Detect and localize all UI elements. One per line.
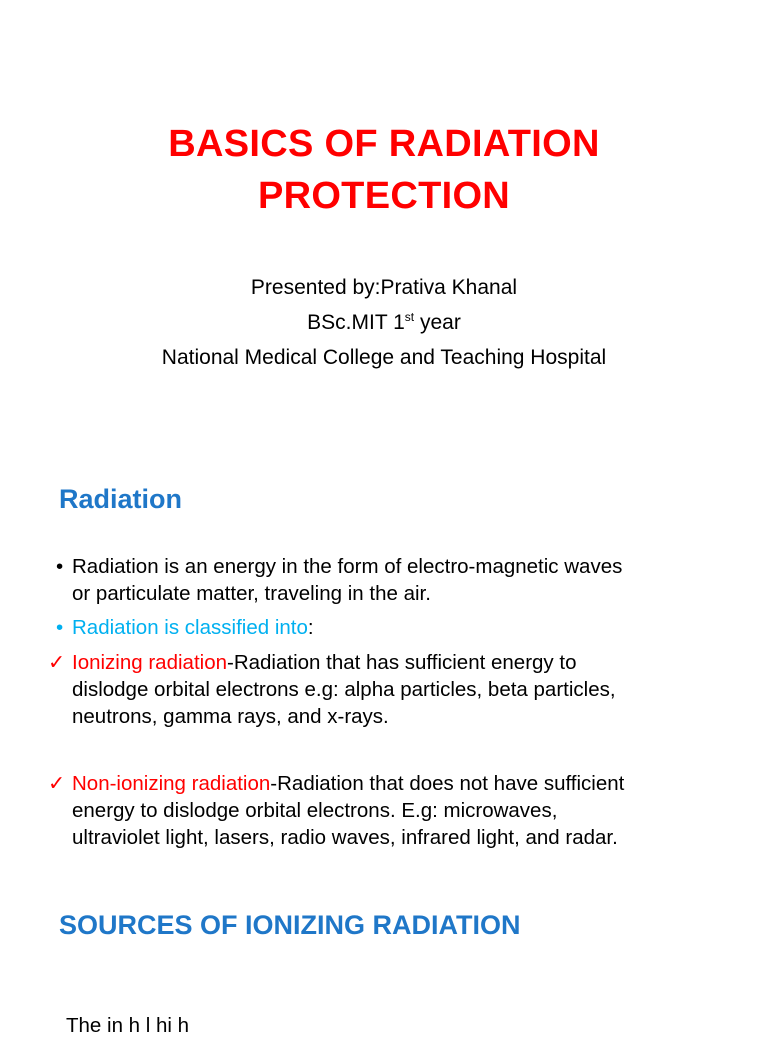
slide-heading-radiation: Radiation <box>59 484 183 514</box>
non-ionizing-radiation-item <box>48 770 762 851</box>
course-ordinal: st <box>404 310 415 324</box>
course-year <box>0 305 768 340</box>
checkmark-icon: ✓ <box>48 651 66 674</box>
ionizing-line-3: neutrons, gamma rays, and x-rays. <box>72 705 389 728</box>
nonionizing-line-1 <box>72 770 762 797</box>
institution-name: National Medical College and Teaching Hospital <box>161 346 607 369</box>
classification-colon: : <box>307 616 314 639</box>
ionizing-term: Ionizing radiation <box>72 651 227 674</box>
course-suffix: year <box>414 311 461 334</box>
cut-off-body-text: The in h l hi h <box>66 1014 190 1037</box>
title-slide <box>0 0 768 420</box>
classification-text: Radiation is classified into <box>72 616 308 639</box>
nonionizing-term: Non-ionizing radiation <box>72 772 271 795</box>
bullet-icon: • <box>56 616 64 639</box>
ionizing-radiation-item <box>48 649 762 730</box>
bullet-radiation-definition <box>56 553 762 607</box>
bullet-radiation-classification <box>56 614 762 641</box>
course-prefix: BSc.MIT 1 <box>307 311 405 334</box>
bullet-icon: • <box>56 555 64 578</box>
definition-line-2: or particulate matter, traveling in the air. <box>72 582 431 605</box>
title-line-1: BASICS OF RADIATION <box>168 123 600 165</box>
radiation-slide <box>0 420 768 870</box>
checkmark-icon: ✓ <box>48 772 66 795</box>
ionizing-definition-start: -Radiation that has sufficient energy to <box>227 651 577 674</box>
ionizing-line-1 <box>72 649 762 676</box>
presenter-name: Presented by:Prativa Khanal <box>250 276 518 299</box>
nonionizing-line-2: energy to dislodge orbital electrons. E.g: microwaves, <box>72 799 558 822</box>
definition-line-1: Radiation is an energy in the form of electro-magnetic waves <box>72 555 623 578</box>
sources-slide <box>0 870 768 1037</box>
presentation-title <box>0 118 768 222</box>
ionizing-line-2: dislodge orbital electrons e.g: alpha particles, beta particles, <box>72 678 616 701</box>
slide-heading-sources: SOURCES OF IONIZING RADIATION <box>59 910 521 940</box>
nonionizing-definition-start: -Radiation that does not have sufficient <box>270 772 625 795</box>
title-line-2: PROTECTION <box>257 175 511 217</box>
presenter-info <box>0 270 768 375</box>
nonionizing-line-3: ultraviolet light, lasers, radio waves, infrared light, and radar. <box>72 826 618 849</box>
